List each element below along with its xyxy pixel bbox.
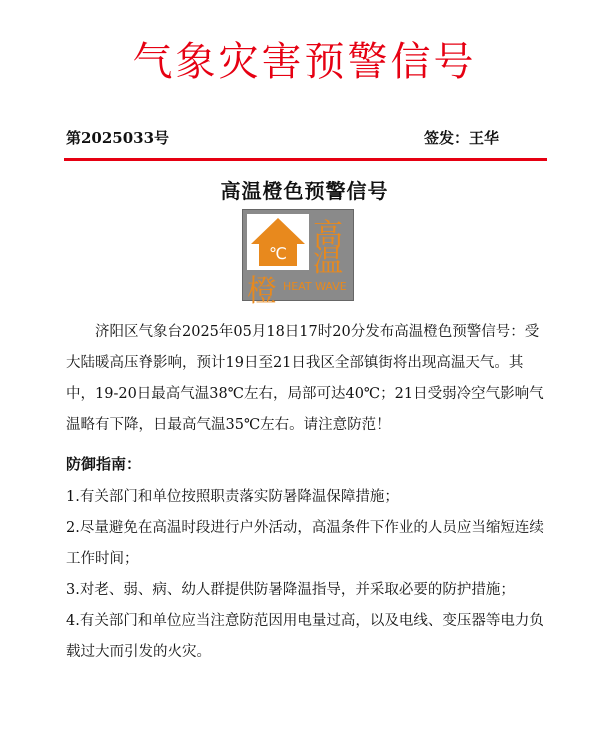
- document-header: 气象灾害预警信号: [132, 39, 477, 85]
- heat-wave-label: HEAT WAVE: [283, 280, 347, 293]
- warning-body: [66, 317, 546, 668]
- header-divider: [64, 158, 547, 161]
- heat-wave-warning-icon: [242, 209, 354, 309]
- warning-title: 高温橙色预警信号: [220, 179, 389, 203]
- icon-char-wen: 温: [313, 244, 343, 279]
- warning-paragraph: 济阳区气象台2025年05月18日17时20分发布高温橙色预警信号：受大陆暖高压脊影响，预计19日至21日我区全部镇街将出现高温天气。其中，19-20日最高气温38℃左右，局部可达40℃；21日受弱冷空气影响气温略有下降，日最高气温35℃左右。请注意防范！: [66, 324, 544, 433]
- document-number: 第2025033号: [66, 129, 170, 147]
- celsius-label: ℃: [269, 244, 287, 263]
- icon-char-cheng: 橙: [247, 274, 277, 309]
- guide-heading: 防御指南：: [66, 455, 142, 473]
- icon-char-gao: 高: [313, 218, 343, 253]
- guide-item: 4.有关部门和单位应当注意防范因用电量过高，以及电线、变压器等电力负载过大而引发的火灾。: [66, 613, 544, 660]
- signer: 签发：王华: [424, 129, 500, 147]
- guide-item: 2.尽量避免在高温时段进行户外活动，高温条件下作业的人员应当缩短连续工作时间；: [66, 520, 544, 567]
- guide-item: 1.有关部门和单位按照职责落实防暑降温保障措施；: [66, 489, 399, 505]
- guide-item: 3.对老、弱、病、幼人群提供防暑降温指导，并采取必要的防护措施；: [66, 582, 515, 598]
- house-icon: [247, 214, 309, 270]
